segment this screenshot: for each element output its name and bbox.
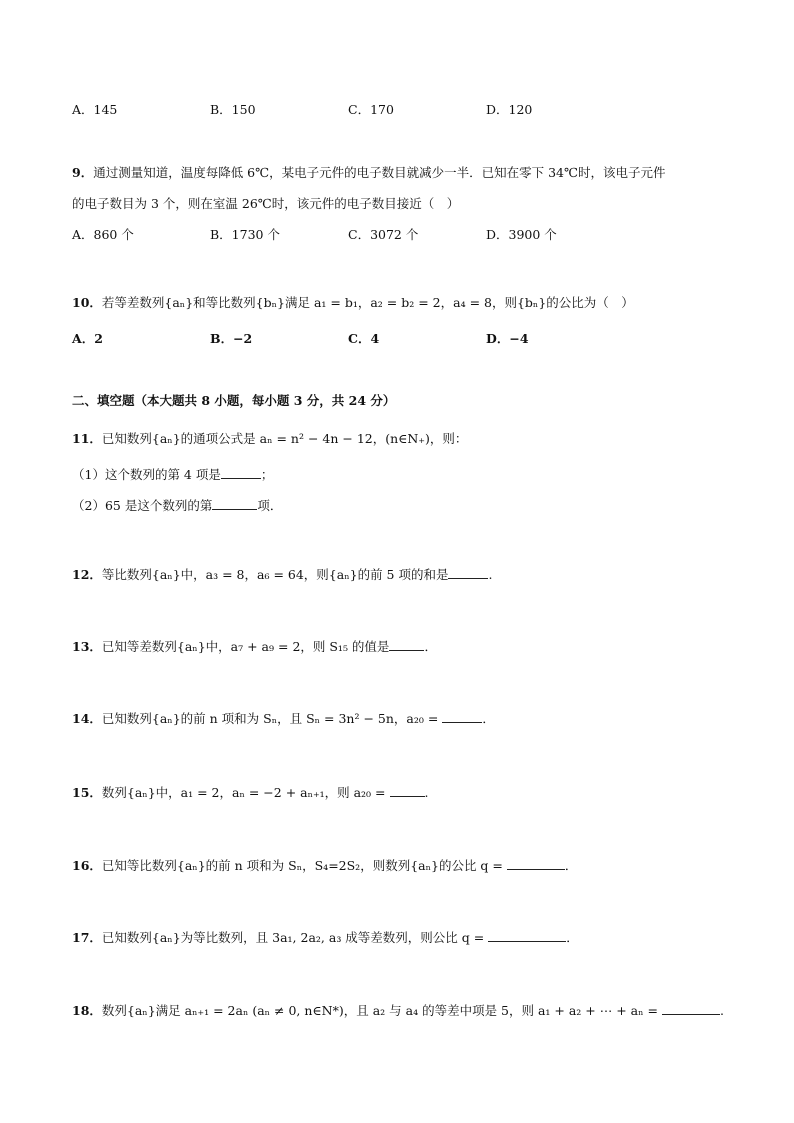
q10-line [72, 294, 634, 312]
q10-option-d[interactable]: D．−4 [486, 331, 529, 346]
q11-sub2-end: 项． [257, 498, 283, 513]
q14-end: ． [482, 711, 495, 726]
q10-option-a[interactable]: A．2 [72, 331, 103, 346]
q17-blank[interactable] [488, 928, 566, 942]
q15-number: 15． [72, 785, 102, 800]
q11-sub2 [72, 496, 282, 515]
q18-number: 18． [72, 1003, 102, 1018]
q8-option-c[interactable]: C．170 [348, 102, 394, 117]
q12-line [72, 565, 492, 584]
q11-sub1-end: ； [260, 467, 274, 482]
q18-text: 数列{aₙ}满足 aₙ₊₁ = 2aₙ (aₙ ≠ 0, n∈N*)，且 a₂ 与 a₄ 的等差中项是 5，则 a₁ + a₂ + ⋯ + aₙ = [101, 1003, 658, 1018]
q8-option-b[interactable]: B．150 [210, 102, 256, 117]
q15-end: . [424, 785, 429, 800]
q11-sub2-text: （2）65 是这个数列的第 [72, 498, 213, 513]
q15-blank[interactable] [390, 783, 425, 797]
q18-blank[interactable] [662, 1001, 720, 1015]
q17-number: 17． [72, 930, 102, 945]
q11-sub2-blank[interactable] [212, 496, 257, 510]
q16-blank[interactable] [507, 856, 565, 870]
q14-number: 14． [72, 711, 102, 726]
q13-blank[interactable] [389, 637, 424, 651]
q10-options [72, 330, 672, 348]
q13-text: 已知等差数列{aₙ}中，a₇ + a₉ = 2，则 S₁₅ 的值是 [101, 639, 390, 654]
q11-line [72, 430, 467, 448]
q10-text: 若等差数列{aₙ}和等比数列{bₙ}满足 a₁ = b₁，a₂ = b₂ = 2，a₄ = 8，则{bₙ}的公比为（ ） [101, 295, 634, 310]
q16-number: 16． [72, 858, 102, 873]
q10-option-b[interactable]: B．−2 [210, 331, 253, 346]
q9-line2: 的电子数目为 3 个，则在室温 26℃时，该元件的电子数目接近（ ） [72, 196, 460, 211]
q9-line1 [72, 164, 665, 182]
q15-line [72, 783, 428, 802]
q16-line [72, 856, 577, 875]
q15-text: 数列{aₙ}中，a₁ = 2，aₙ = −2 + aₙ₊₁，则 a₂₀ = [101, 785, 386, 800]
q14-text: 已知数列{aₙ}的前 n 项和为 Sₙ，且 Sₙ = 3n² − 5n，a₂₀ = [101, 711, 439, 726]
q11-sub1 [72, 465, 273, 484]
q10-option-c[interactable]: C．4 [348, 331, 380, 346]
q9-option-b[interactable]: B．1730 个 [210, 227, 280, 242]
q12-text: 等比数列{aₙ}中，a₃ = 8，a₆ = 64，则{aₙ}的前 5 项的和是 [101, 567, 449, 582]
q17-text: 已知数列{aₙ}为等比数列，且 3a₁, 2a₂, a₃ 成等差数列，则公比 q = [101, 930, 485, 945]
q8-options [72, 101, 672, 119]
q12-blank[interactable] [448, 565, 488, 579]
q17-end: ． [566, 930, 579, 945]
q9-text-1: 通过测量知道，温度每降低 6℃，某电子元件的电子数目就减少一半．已知在零下 34℃时，该电子元件 [93, 165, 666, 180]
q14-line [72, 709, 495, 728]
q10-number: 10． [72, 295, 102, 310]
section-heading-fill-in: 二、填空题（本大题共 8 小题，每小题 3 分，共 24 分） [72, 393, 396, 408]
q11-sub1-text: （1）这个数列的第 4 项是 [72, 467, 221, 482]
q11-text: 已知数列{aₙ}的通项公式是 aₙ = n² − 4n − 12，(n∈N₊)，则： [101, 431, 468, 446]
q13-end: ． [424, 639, 437, 654]
q14-blank[interactable] [442, 709, 482, 723]
q9-option-a[interactable]: A．860 个 [72, 227, 134, 242]
q8-option-a[interactable]: A．145 [72, 102, 118, 117]
q13-line [72, 637, 437, 656]
q13-number: 13． [72, 639, 102, 654]
q11-number: 11． [72, 431, 102, 446]
q16-end: ． [564, 858, 578, 873]
q18-line [72, 1001, 724, 1020]
q9-number: 9． [72, 165, 94, 180]
q12-end: . [488, 567, 493, 582]
q9-option-d[interactable]: D．3900 个 [486, 227, 557, 242]
q18-end: . [719, 1003, 724, 1018]
q8-option-d[interactable]: D．120 [486, 102, 533, 117]
q16-text: 已知等比数列{aₙ}的前 n 项和为 Sₙ，S₄=2S₂，则数列{aₙ}的公比 q = [101, 858, 503, 873]
q12-number: 12． [72, 567, 102, 582]
q9-options [72, 226, 672, 244]
q9-option-c[interactable]: C．3072 个 [348, 227, 419, 242]
q17-line [72, 928, 579, 947]
q11-sub1-blank[interactable] [221, 465, 261, 479]
